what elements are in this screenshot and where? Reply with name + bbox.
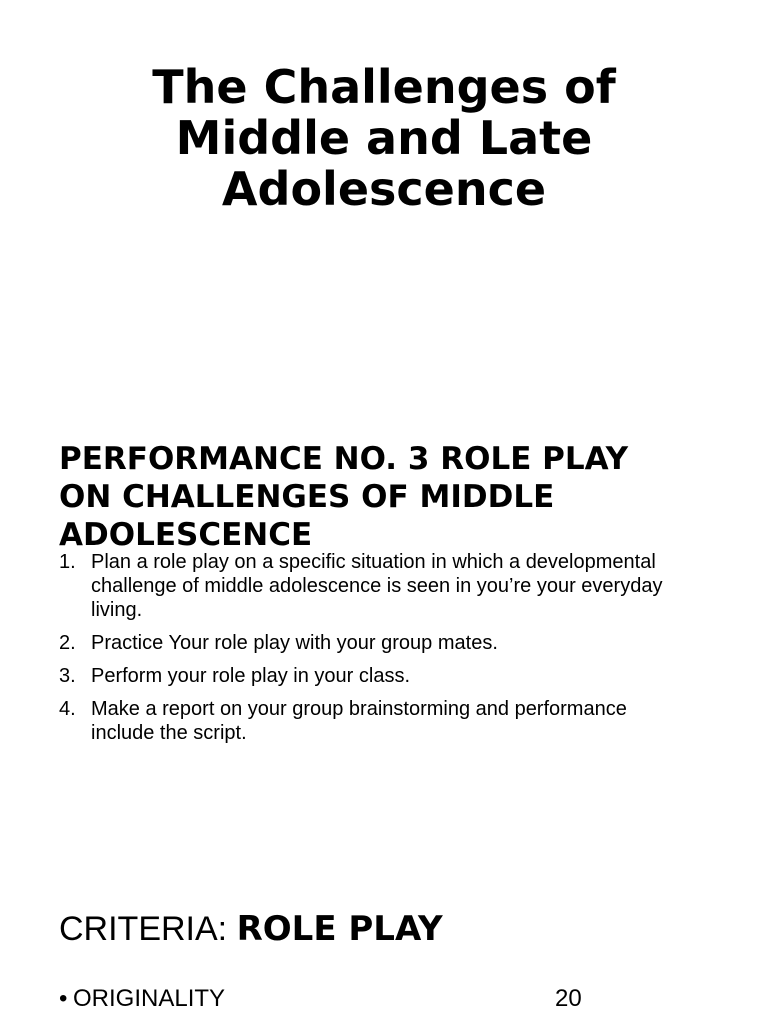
list-text [91,697,699,745]
list-text-line: Practice Your role play with your group mates. [91,632,498,654]
criteria-item [59,983,599,1015]
list-text [91,664,699,688]
list-number: 4. [59,698,76,720]
criteria-item-points: 20 [555,985,582,1012]
title-line: The Challenges of [152,60,616,114]
heading-line: ON CHALLENGES OF MIDDLE [59,479,555,515]
title-line: Adolescence [221,162,547,216]
instructions-list [59,550,699,754]
criteria-item-name: ORIGINALITY [73,985,226,1012]
list-item [59,697,699,745]
list-item [59,631,699,655]
criteria-label: CRITERIA: [59,910,237,948]
list-text-line: Make a report on your group brainstorming and performance [91,698,627,720]
list-text-line: challenge of middle adolescence is seen in you’re your everyday [91,575,663,597]
list-text-line: include the script. [91,722,247,744]
list-item [59,550,699,622]
list-number: 1. [59,551,76,573]
list-text-line: Plan a role play on a specific situation in which a developmental [91,551,656,573]
list-number: 3. [59,665,76,687]
heading-line: PERFORMANCE NO. 3 ROLE PLAY [59,441,629,477]
list-text-line: Perform your role play in your class. [91,665,411,687]
criteria-heading [59,908,443,951]
list-text [91,631,699,655]
heading-line: ADOLESCENCE [59,517,313,553]
bullet-icon: • [59,985,68,1012]
list-text [91,550,699,622]
list-number: 2. [59,632,76,654]
performance-heading [59,440,739,554]
criteria-value: ROLE PLAY [236,909,443,949]
title-line: Middle and Late [175,111,593,165]
page-title [0,62,768,215]
list-item [59,664,699,688]
list-text-line: living. [91,599,143,621]
